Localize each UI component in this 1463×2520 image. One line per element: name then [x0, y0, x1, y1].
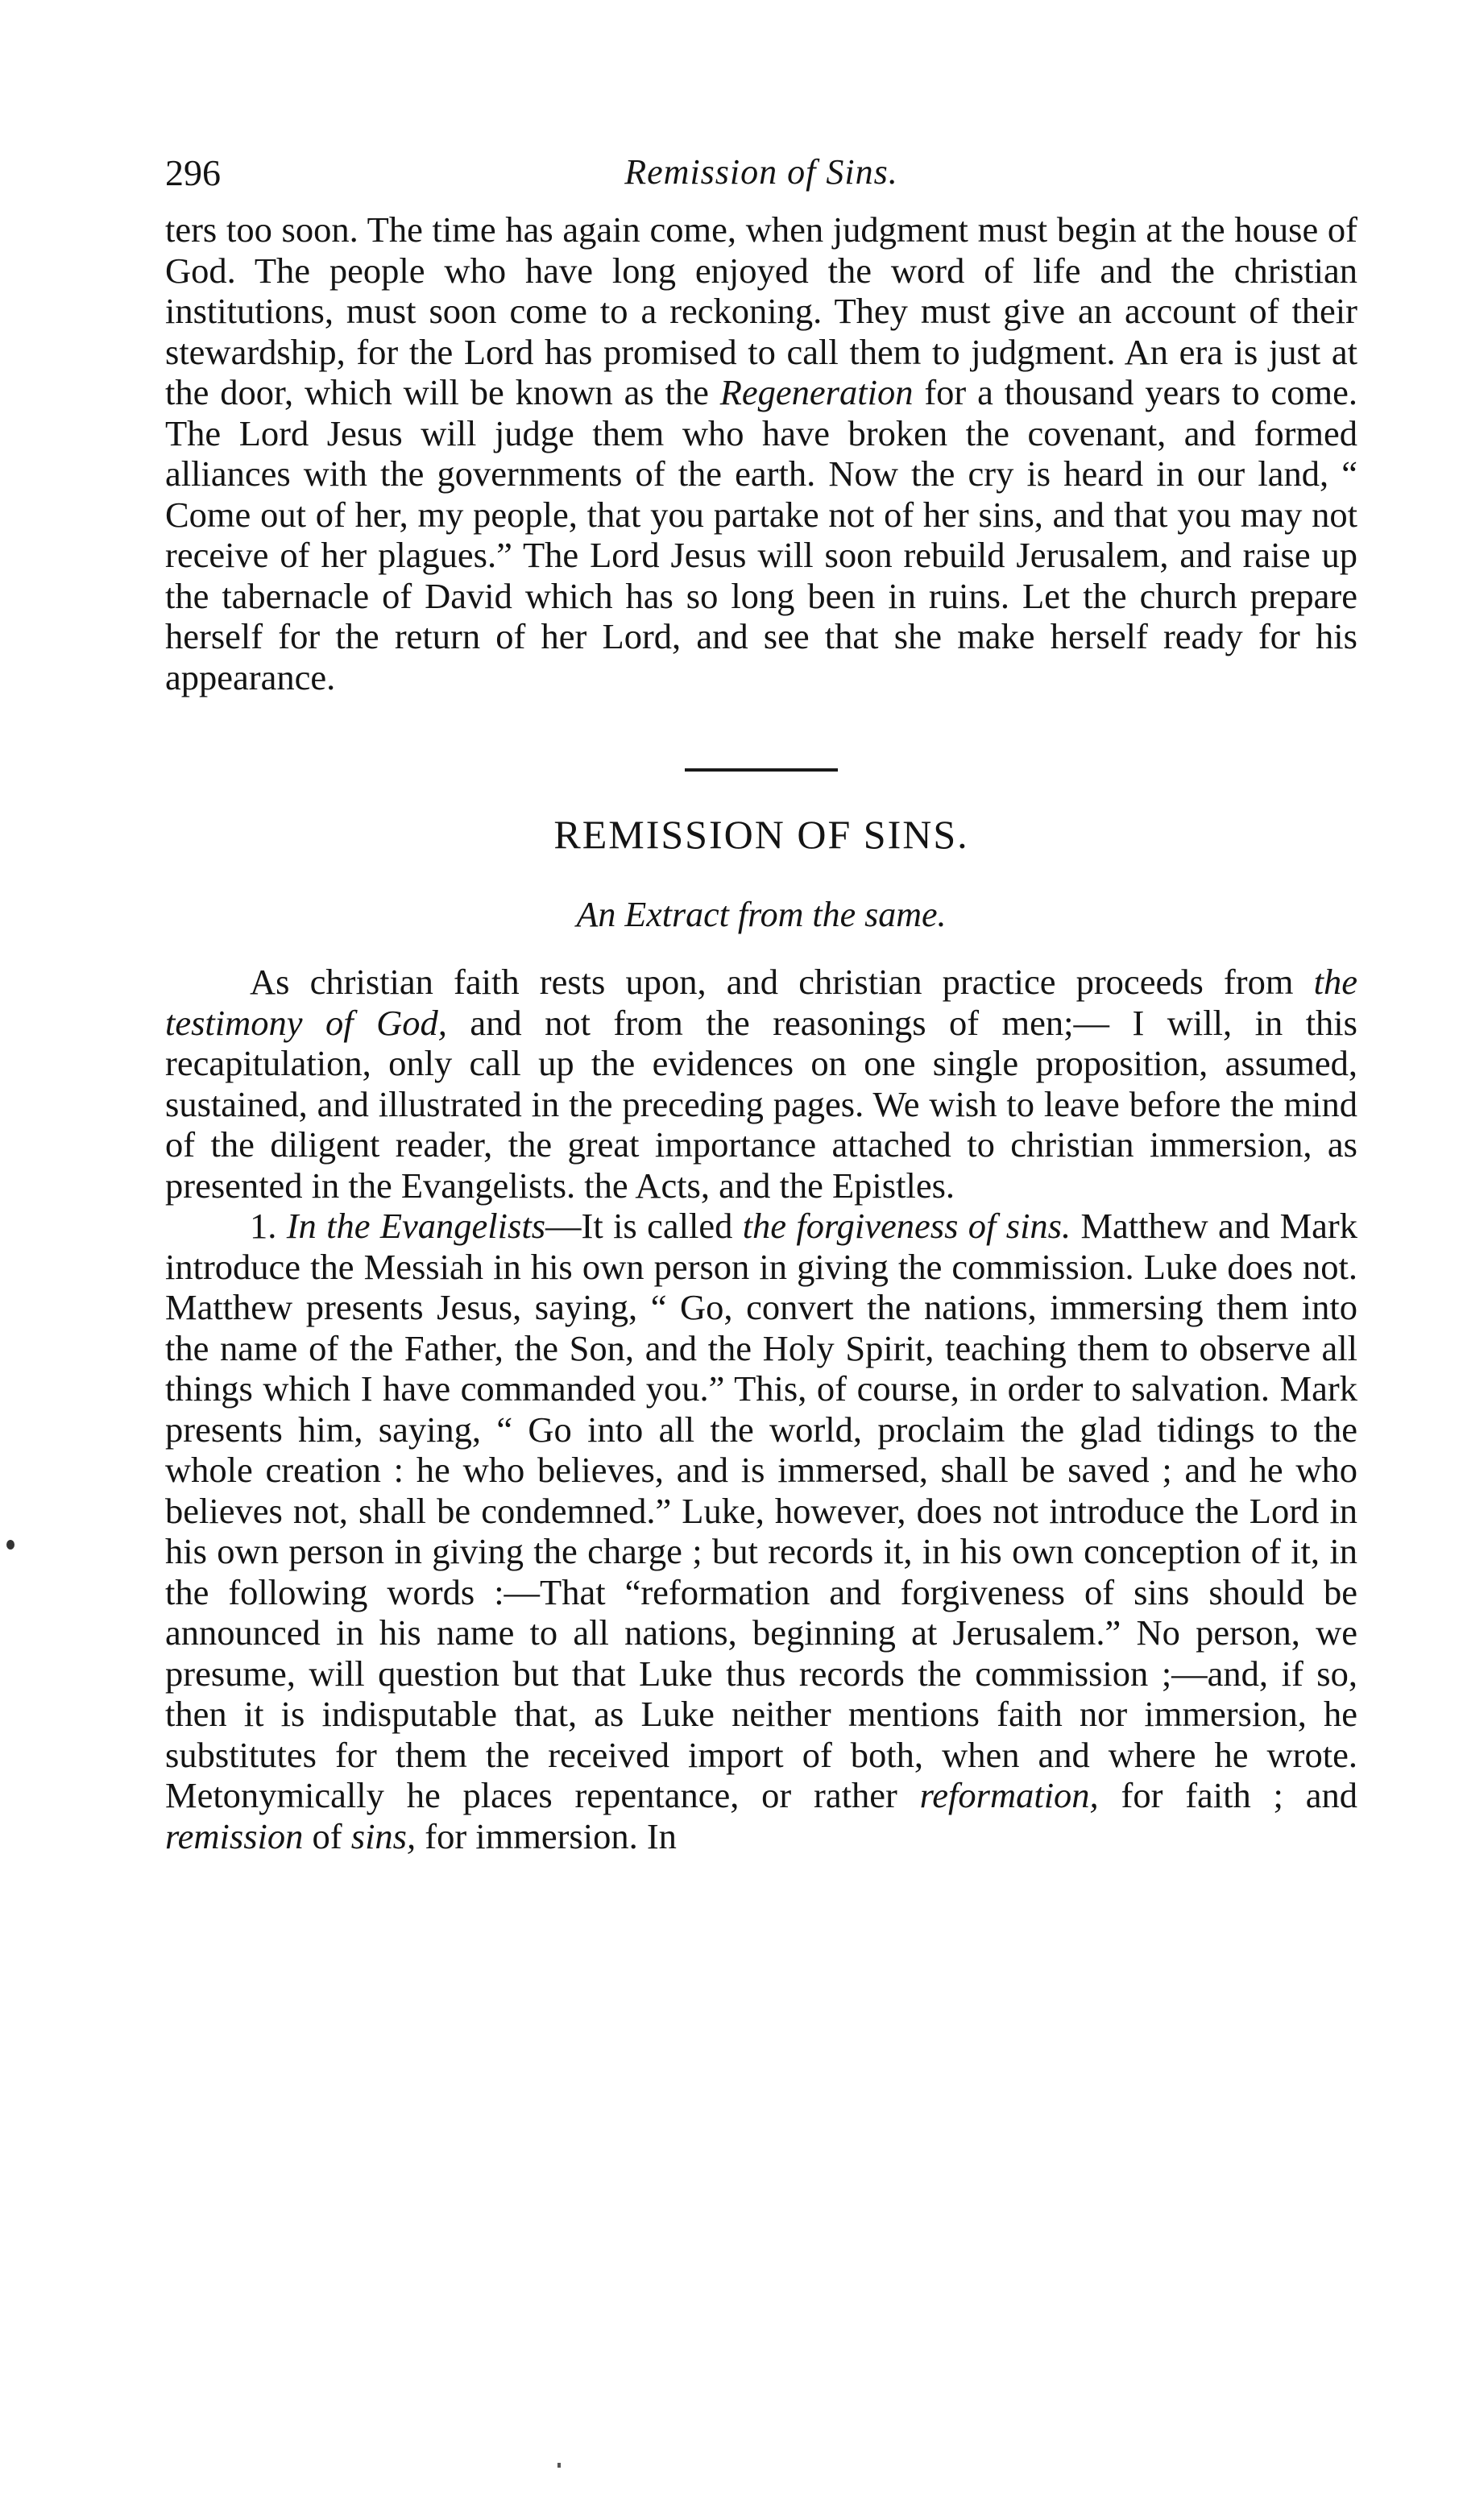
- paragraph-evangelists-c: for faith ; and: [1098, 1775, 1357, 1815]
- continuation-text-after: for a thousand years to come. The Lord Jesus will judge them who have broken the covenant, and formed alliances with the governments of the earth. Now the cry is heard in our land, “ Come out of her, my people, that you partake not of her sins, and that you may not receive of her plagues.” The Lord Jesus will soon rebuild Jerusalem, and raise up the tabernacle of David which has so long been in ruins. Let the church prepare herself for the return of her Lord, and see that she make herself ready for his appearance.: [165, 372, 1357, 697]
- paragraph-evangelists-italic3: reformation,: [919, 1775, 1099, 1815]
- paragraph-intro: [165, 962, 1357, 1206]
- section-subtitle: [165, 892, 1357, 937]
- running-head: [165, 135, 1357, 200]
- running-title: Remission of Sins.: [624, 152, 898, 192]
- continuation-italic: Regeneration: [719, 372, 914, 412]
- paragraph-evangelists-heading: In the Evangelists: [286, 1206, 546, 1246]
- margin-ink-mark: [6, 1540, 15, 1550]
- paragraph-intro-italic: the testimony of God,: [165, 962, 1357, 1043]
- paragraph-evangelists-italic2: the forgiveness of sins.: [742, 1206, 1071, 1246]
- bottom-ink-mark: [557, 2463, 561, 2468]
- paragraph-intro-b: and not from the reasonings of men;— I will, in this recapitulation, only call up the evidences on one single proposition, assumed, sustained, and illustrated in the preceding pages. We wish to leave before the mind of the diligent reader, the great importance attached to christian immersion, as presented in the Evangelists. the Acts, and the Epistles.: [165, 1002, 1357, 1206]
- paragraph-evangelists-b: Matthew and Mark introduce the Messiah in his own person in giving the commission. Luke does not. Matthew presents Jesus, saying, “ Go, convert the nations, immersing them into the name of the Father, the Son, and the Holy Spirit, teaching them to observe all things which I have commanded you.” This, of course, in order to salvation. Mark presents him, saying, “ Go into all the world, proclaim the glad tidings to the whole creation : he who believes, and is immersed, shall be saved ; and he who believes not, shall be condemned.” Luke, however, does not introduce the Lord in his own person in giving the charge ; but records it, in his own conception of it, in the following words :—That “reformation and forgiveness of sins should be announced in his name to all nations, beginning at Jerusalem.” No person, we presume, will question but that Luke thus records the commission ;—and, if so, then it is indisputable that, as Luke neither mentions faith nor immersion, he substitutes for them the received import of both, when and where he wrote. Metonymically he places repentance, or rather: [165, 1206, 1357, 1815]
- paragraph-number: 1.: [250, 1206, 277, 1246]
- section-subtitle-text: An Extract from the same.: [576, 895, 947, 934]
- paragraph-evangelists-italic4: remission: [165, 1815, 304, 1856]
- paragraph-evangelists-d: of: [303, 1815, 351, 1856]
- section-divider: [685, 768, 838, 772]
- continuation-text: ters too soon. The time has again come, when judgment must begin at the house of God. The people who have long enjoyed the word of life and the christian institutions, must soon come to a reckoning. They must give an account of their stewardship, for the Lord has promised to call them to judgment. An era is just at the door, which will be known as the: [165, 209, 1357, 412]
- page-number: 296: [165, 152, 221, 193]
- paragraph-evangelists-a: —It is called: [545, 1206, 743, 1246]
- continuation-paragraph: [165, 209, 1357, 697]
- paragraph-evangelists: [165, 1206, 1357, 1856]
- paragraph-evangelists-e: for immersion. In: [416, 1815, 677, 1856]
- section-title: REMISSION OF SINS.: [553, 812, 969, 857]
- paragraph-evangelists-italic5: sins,: [350, 1815, 417, 1856]
- book-page: [165, 135, 1357, 1856]
- paragraph-intro-a: As christian faith rests upon, and christian practice proceeds from: [250, 962, 1314, 1002]
